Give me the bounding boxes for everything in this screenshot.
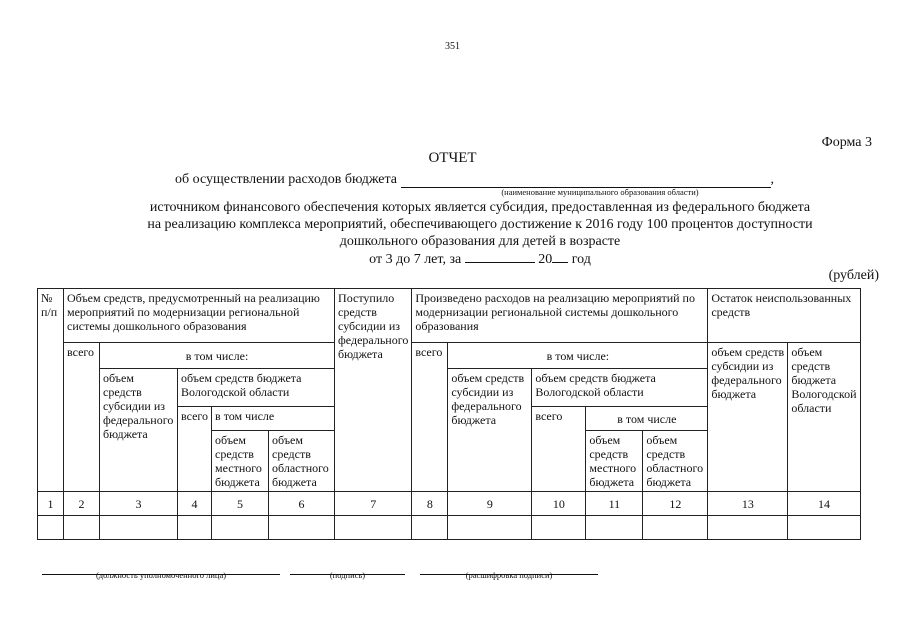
data-cell[interactable] — [448, 516, 532, 540]
header-number: № п/п — [38, 289, 64, 492]
data-cell[interactable] — [269, 516, 335, 540]
spent-local-budget: объем средств местного бюджета — [586, 431, 643, 492]
header-planned-volume: Объем средств, предусмотренный на реализацию мероприятий по модернизации региональной системы дошкольного образования — [64, 289, 335, 343]
spent-oblast-budget: объем средств областного бюджета — [643, 431, 708, 492]
data-cell[interactable] — [412, 516, 448, 540]
planned-regional-including: в том числе — [212, 407, 335, 431]
column-number: 5 — [212, 492, 269, 516]
position-caption: (должность уполномоченного лица) — [95, 570, 227, 580]
column-number: 4 — [178, 492, 212, 516]
data-cell[interactable] — [532, 516, 586, 540]
data-cell[interactable] — [212, 516, 269, 540]
data-cell[interactable] — [100, 516, 178, 540]
year-blank[interactable] — [552, 250, 568, 263]
data-cell[interactable] — [643, 516, 708, 540]
year-prefix: 20 — [538, 252, 553, 267]
currency-label: (рублей) — [828, 268, 879, 283]
remaining-regional: объем средств бюджета Вологодской области — [788, 343, 860, 492]
column-number: 7 — [335, 492, 412, 516]
data-cell[interactable] — [788, 516, 860, 540]
header-received: Поступило средств субсидии из федерального бюджета — [335, 289, 412, 492]
column-number: 8 — [412, 492, 448, 516]
spent-regional-budget: объем средств бюджета Вологодской области — [532, 369, 708, 407]
period-blank[interactable] — [465, 250, 535, 263]
data-cell[interactable] — [708, 516, 788, 540]
column-number: 14 — [788, 492, 860, 516]
form-label: Форма 3 — [821, 135, 872, 150]
signature-caption: (подпись) — [329, 570, 366, 580]
report-title: ОТЧЕТ — [428, 150, 477, 166]
page-number: 351 — [445, 41, 460, 52]
column-number: 10 — [532, 492, 586, 516]
column-number: 9 — [448, 492, 532, 516]
header-remaining: Остаток неиспользованных средств — [708, 289, 860, 343]
period-prefix: от 3 до 7 лет, за — [369, 252, 462, 267]
column-number: 1 — [38, 492, 64, 516]
report-table — [37, 288, 861, 540]
header-spent: Произведено расходов на реализацию мероприятий по модернизации региональной системы дошкольного образования — [412, 289, 708, 343]
planned-including: в том числе: — [100, 343, 335, 369]
spent-regional-total: всего — [532, 407, 586, 492]
data-cell[interactable] — [586, 516, 643, 540]
column-number: 11 — [586, 492, 643, 516]
planned-total: всего — [64, 343, 100, 492]
report-line-suffix: , — [770, 172, 775, 187]
planned-local-budget: объем средств местного бюджета — [212, 431, 269, 492]
data-cell[interactable] — [38, 516, 64, 540]
spent-including: в том числе: — [448, 343, 708, 369]
column-number: 2 — [64, 492, 100, 516]
description-line: дошкольного образования для детей в возрасте — [339, 234, 621, 249]
column-number: 3 — [100, 492, 178, 516]
report-subject-line — [175, 172, 774, 188]
data-cell[interactable] — [335, 516, 412, 540]
description-line: на реализацию комплекса мероприятий, обеспечивающего достижение к 2016 году 100 процентов доступности — [147, 217, 813, 232]
remaining-federal: объем средств субсидии из федерального бюджета — [708, 343, 788, 492]
data-cell[interactable] — [64, 516, 100, 540]
planned-regional-total: всего — [178, 407, 212, 492]
spent-total: всего — [412, 343, 448, 492]
column-number: 13 — [708, 492, 788, 516]
description-line: источником финансового обеспечения которых является субсидия, предоставленная из федерального бюджета — [149, 200, 811, 215]
planned-oblast-budget: объем средств областного бюджета — [269, 431, 335, 492]
report-description — [0, 199, 905, 268]
column-number: 6 — [269, 492, 335, 516]
spent-regional-including: в том числе — [586, 407, 708, 431]
municipality-note: (наименование муниципального образования области) — [501, 187, 699, 197]
planned-regional-budget: объем средств бюджета Вологодской области — [178, 369, 335, 407]
report-line-prefix: об осуществлении расходов бюджета — [175, 172, 398, 187]
spent-federal-subsidy: объем средств субсидии из федерального бюджета — [448, 369, 532, 492]
period-suffix: год — [571, 252, 591, 267]
period-line — [0, 250, 905, 268]
column-number: 12 — [643, 492, 708, 516]
municipality-blank[interactable] — [401, 174, 771, 188]
decoding-caption: (расшифровка подписи) — [465, 570, 553, 580]
data-cell[interactable] — [178, 516, 212, 540]
planned-federal-subsidy: объем средств субсидии из федерального бюджета — [100, 369, 178, 492]
